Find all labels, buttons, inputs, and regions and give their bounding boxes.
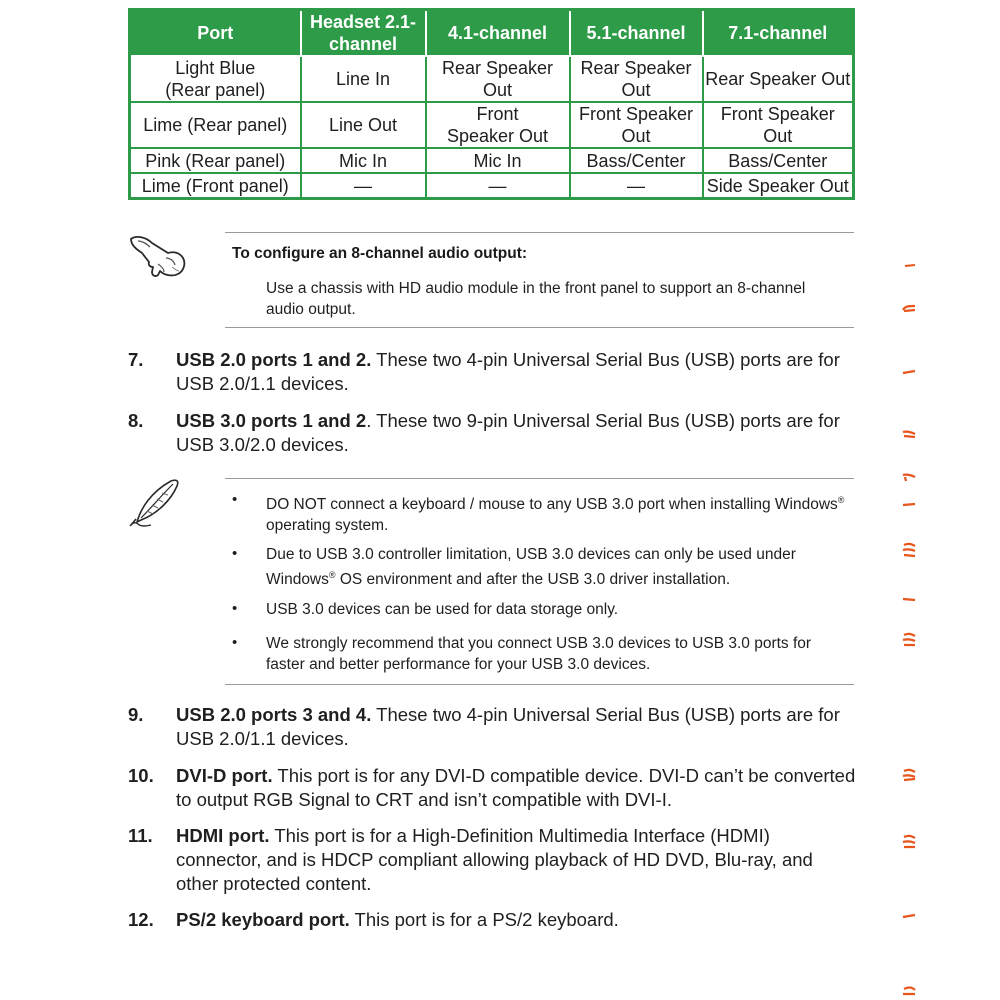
table-cell: Mic In bbox=[301, 148, 426, 173]
header-4-1: 4.1-channel bbox=[426, 10, 570, 57]
item-text: These two 4-pin Universal Serial Bus (USB) ports are for USB 2.0/1.1 devices. bbox=[176, 704, 840, 749]
note-bullet-text bbox=[266, 490, 851, 536]
item-text: These two 4-pin Universal Serial Bus (USB) ports are for USB 2.0/1.1 devices. bbox=[176, 349, 840, 394]
table-row bbox=[130, 148, 854, 173]
item-number: 8. bbox=[128, 410, 144, 431]
table-row bbox=[130, 173, 854, 199]
item-lead: USB 3.0 ports 1 and 2 bbox=[176, 410, 367, 431]
margin-mark bbox=[901, 833, 917, 851]
quill-pen-icon bbox=[127, 478, 183, 535]
table-cell: Side Speaker Out bbox=[703, 173, 854, 199]
table-cell: Lime (Front panel) bbox=[130, 173, 301, 199]
item-lead: DVI-D port. bbox=[176, 765, 273, 786]
margin-mark bbox=[901, 428, 917, 440]
bullet: • bbox=[232, 491, 238, 508]
margin-mark bbox=[901, 912, 917, 920]
item-lead: PS/2 keyboard port. bbox=[176, 909, 350, 930]
audio-ports-table bbox=[128, 8, 855, 200]
item-number: 10. bbox=[128, 765, 154, 786]
margin-mark bbox=[901, 471, 917, 483]
bullet: • bbox=[232, 634, 238, 651]
table-cell: — bbox=[426, 173, 570, 199]
item-lead: HDMI port. bbox=[176, 825, 270, 846]
text: Windows bbox=[266, 571, 329, 589]
margin-mark bbox=[901, 984, 917, 998]
registered-mark: ® bbox=[328, 570, 336, 580]
table-cell: Light Blue (Rear panel) bbox=[130, 56, 301, 102]
note-bullet-text: USB 3.0 devices can be used for data storage only. bbox=[266, 601, 619, 618]
table-cell: Line Out bbox=[301, 102, 426, 148]
note-title: To configure an 8-channel audio output: bbox=[232, 245, 528, 262]
table-header-row bbox=[130, 10, 854, 57]
text: operating system. bbox=[266, 517, 389, 535]
header-headset: Headset 2.1-channel bbox=[301, 10, 426, 57]
text: DO NOT connect a keyboard / mouse to any USB 3.0 port when installing Windows bbox=[266, 496, 838, 514]
item-number: 12. bbox=[128, 909, 154, 930]
table-cell: Lime (Rear panel) bbox=[130, 102, 301, 148]
table-row bbox=[130, 56, 854, 102]
table-cell: Rear Speaker Out bbox=[426, 56, 570, 102]
margin-mark bbox=[901, 367, 917, 377]
margin-mark bbox=[901, 500, 917, 508]
margin-mark bbox=[901, 595, 917, 603]
table-cell: Rear Speaker Out bbox=[570, 56, 703, 102]
bullet: • bbox=[232, 600, 238, 617]
note-bullet-text: We strongly recommend that you connect USB 3.0 devices to USB 3.0 ports for faster and better performance for your USB 3.0 devices. bbox=[266, 635, 812, 673]
header-7-1: 7.1-channel bbox=[703, 10, 854, 57]
text: OS environment and after the USB 3.0 driver installation. bbox=[335, 571, 731, 589]
text: Due to USB 3.0 controller limitation, USB 3.0 devices can only be used under bbox=[266, 546, 796, 563]
registered-mark: ® bbox=[837, 495, 845, 505]
table-cell: Mic In bbox=[426, 148, 570, 173]
margin-mark bbox=[901, 767, 917, 783]
note-usb3 bbox=[225, 478, 854, 685]
note-body: Use a chassis with HD audio module in the front panel to support an 8-channel audio output. bbox=[266, 280, 806, 318]
table-cell: Front Speaker Out bbox=[703, 102, 854, 148]
table-cell: Rear Speaker Out bbox=[703, 56, 854, 102]
table-cell: Front Speaker Out bbox=[426, 102, 570, 148]
header-5-1: 5.1-channel bbox=[570, 10, 703, 57]
table-cell: — bbox=[301, 173, 426, 199]
table-cell: — bbox=[570, 173, 703, 199]
item-text: This port is for any DVI-D compatible device. DVI-D can’t be converted to output RGB Signal to CRT and isn’t compatible with DVI-I. bbox=[176, 765, 856, 810]
item-text: This port is for a PS/2 keyboard. bbox=[349, 909, 619, 930]
table-cell: Bass/Center bbox=[570, 148, 703, 173]
table-cell: Pink (Rear panel) bbox=[130, 148, 301, 173]
pointing-hand-icon bbox=[128, 231, 190, 284]
item-text: . These two 9-pin Universal Serial Bus (USB) ports are for USB 3.0/2.0 devices. bbox=[176, 410, 840, 455]
item-number: 11. bbox=[128, 825, 153, 846]
item-text: This port is for a High-Definition Multimedia Interface (HDMI) connector, and is HDCP compliant allowing playback of HD DVD, Blu-ray, and other protected content. bbox=[176, 825, 813, 894]
item-number: 7. bbox=[128, 349, 144, 370]
note-8-channel bbox=[225, 232, 854, 328]
note-bullet-text bbox=[266, 544, 851, 590]
item-lead: USB 2.0 ports 1 and 2. bbox=[176, 349, 372, 370]
item-lead: USB 2.0 ports 3 and 4. bbox=[176, 704, 372, 725]
margin-mark bbox=[901, 541, 917, 559]
item-number: 9. bbox=[128, 704, 144, 725]
table-cell: Line In bbox=[301, 56, 426, 102]
margin-mark bbox=[901, 302, 917, 314]
margin-mark bbox=[901, 262, 917, 270]
margin-mark bbox=[901, 631, 917, 649]
table-cell: Front Speaker Out bbox=[570, 102, 703, 148]
table-row bbox=[130, 102, 854, 148]
header-port: Port bbox=[130, 10, 301, 57]
bullet: • bbox=[232, 545, 238, 562]
table-cell: Bass/Center bbox=[703, 148, 854, 173]
